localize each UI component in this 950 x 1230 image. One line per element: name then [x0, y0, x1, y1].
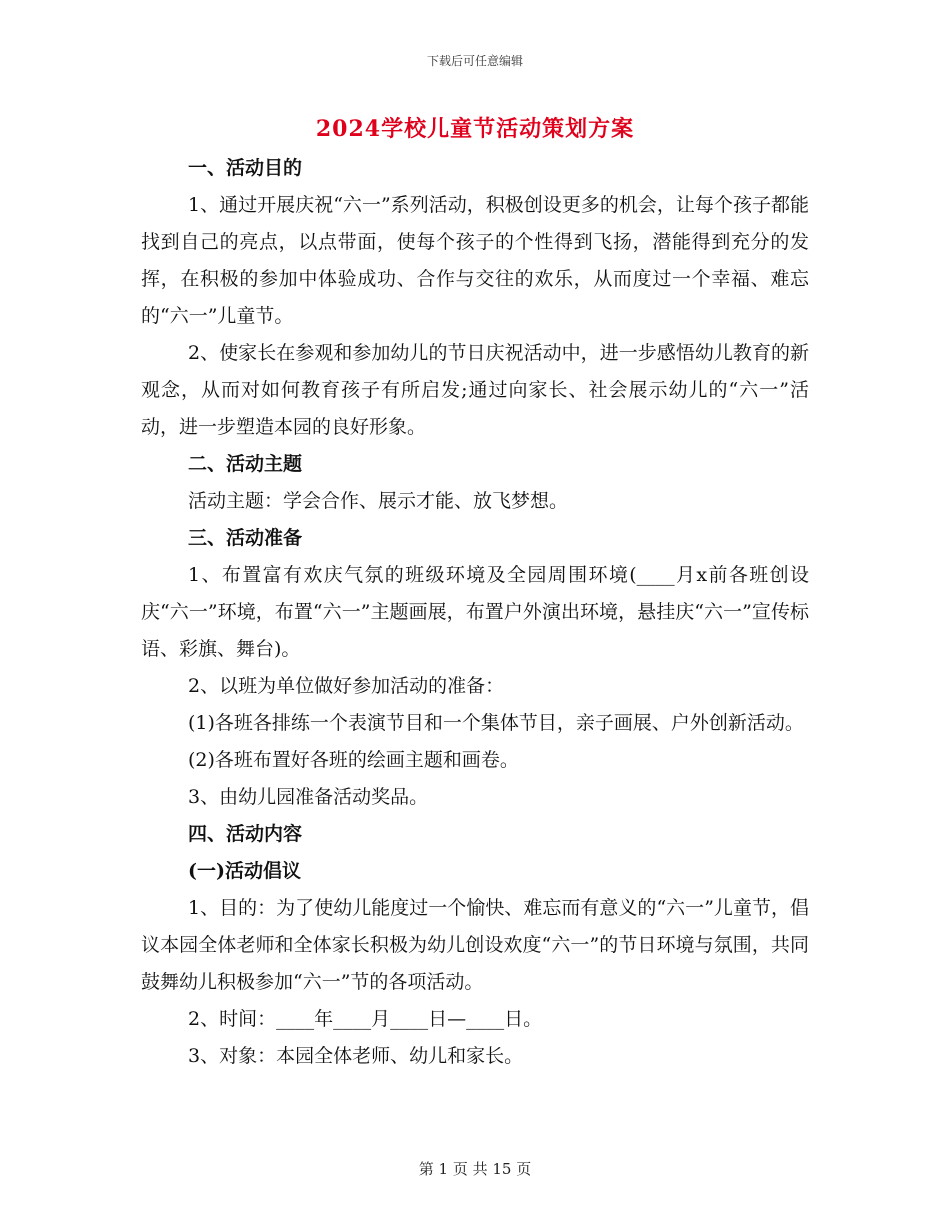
- paragraph: 1、通过开展庆祝“六一”系列活动，积极创设更多的机会，让每个孩子都能找到自己的亮点，以点带面，使每个孩子的个性得到飞扬，潜能得到充分的发挥，在积极的参加中体验成功、合作与交往的欢乐，从而度过一个幸福、难忘的“六一”儿童节。: [141, 194, 809, 327]
- paragraph: (2)各班布置好各班的绘画主题和画卷。: [188, 749, 519, 771]
- paragraph: 3、由幼儿园准备活动奖品。: [188, 786, 429, 808]
- page-header: 下载后可任意编辑: [426, 54, 523, 68]
- paragraph: 3、对象：本园全体老师、幼儿和家长。: [188, 1045, 524, 1067]
- document-title: 2024学校儿童节活动策划方案: [315, 116, 635, 142]
- document-body: [141, 150, 809, 1075]
- section-heading-preparation: 三、活动准备: [188, 527, 303, 549]
- subsection-heading-proposal: (一)活动倡议: [188, 860, 301, 882]
- paragraph: 活动主题：学会合作、展示才能、放飞梦想。: [188, 490, 569, 512]
- paragraph: 2、使家长在参观和参加幼儿的节日庆祝活动中，进一步感悟幼儿教育的新观念，从而对如何教育孩子有所启发;通过向家长、社会展示幼儿的“六一”活动，进一步塑造本园的良好形象。: [141, 342, 809, 438]
- paragraph: 2、以班为单位做好参加活动的准备：: [188, 675, 505, 697]
- paragraph: 1、布置富有欢庆气氛的班级环境及全园周围环境(____月x前各班创设庆“六一”环境，布置“六一”主题画展，布置户外演出环境，悬挂庆“六一”宣传标语、彩旗、舞台)。: [141, 564, 809, 660]
- section-heading-content: 四、活动内容: [188, 823, 303, 845]
- paragraph: 1、目的：为了使幼儿能度过一个愉快、难忘而有意义的“六一”儿童节，倡议本园全体老师和全体家长积极为幼儿创设欢度“六一”的节日环境与氛围，共同鼓舞幼儿积极参加“六一”节的各项活动。: [141, 897, 809, 993]
- page-footer: 第 1 页 共 15 页: [418, 1160, 532, 1178]
- paragraph: (1)各班各排练一个表演节目和一个集体节目，亲子画展、户外创新活动。: [188, 712, 804, 734]
- section-heading-purpose: 一、活动目的: [188, 157, 303, 179]
- paragraph: 2、时间：____年____月____日—____日。: [188, 1008, 543, 1030]
- section-heading-theme: 二、活动主题: [188, 453, 303, 475]
